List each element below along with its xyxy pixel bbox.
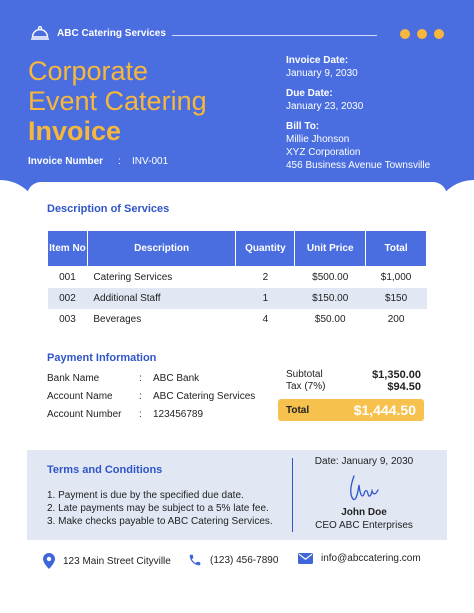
item-quantity: 2 xyxy=(262,271,269,283)
invoice-date-value: January 9, 2030 xyxy=(286,68,358,79)
payment-title: Payment Information xyxy=(47,352,157,364)
decorative-dots xyxy=(400,29,444,39)
invoice-number-label: Invoice Number xyxy=(28,156,104,167)
terms-item: 2. Late payments may be subject to a 5% late fee. xyxy=(47,503,269,514)
total-box xyxy=(278,399,424,421)
terms-item: 1. Payment is due by the specified due date. xyxy=(47,490,244,501)
table-row xyxy=(48,288,427,309)
terms-divider xyxy=(292,458,293,532)
location-pin-icon xyxy=(43,553,55,569)
footer-phone-text: (123) 456-7890 xyxy=(210,554,279,566)
signatory-name: John Doe xyxy=(341,507,387,518)
signature-date: Date: January 9, 2030 xyxy=(314,456,414,467)
header-divider xyxy=(172,35,377,36)
item-description: Catering Services xyxy=(93,271,173,283)
invoice-card xyxy=(27,182,447,582)
account-name-row xyxy=(47,391,255,402)
dot xyxy=(417,29,427,39)
dot xyxy=(434,29,444,39)
item-total: 200 xyxy=(387,313,405,325)
services-title: Description of Services xyxy=(47,203,170,215)
account-number-label: Account Number xyxy=(47,409,122,420)
item-total: $150 xyxy=(366,288,427,309)
phone-icon xyxy=(188,553,202,567)
invoice-number-value: INV-001 xyxy=(132,156,169,167)
bank-name-row xyxy=(47,373,199,384)
item-total: $1,000 xyxy=(380,271,412,283)
footer-email-text: info@abccatering.com xyxy=(321,553,421,564)
terms-title: Terms and Conditions xyxy=(47,464,163,476)
item-no: 002 xyxy=(48,288,88,309)
col-header-description: Description xyxy=(87,231,236,267)
col-header-item-no: Item No xyxy=(48,231,88,267)
item-unit-price: $50.00 xyxy=(314,313,346,325)
subtotal-value: $1,350.00 xyxy=(372,369,421,381)
signatory-role: CEO ABC Enterprises xyxy=(315,520,413,531)
colon: : xyxy=(139,391,142,402)
account-name-value: ABC Catering Services xyxy=(153,391,256,402)
signature-image xyxy=(345,472,385,504)
dot xyxy=(400,29,410,39)
mail-icon xyxy=(298,553,313,564)
colon: : xyxy=(118,156,121,167)
bill-to-name: Millie Jhonson xyxy=(286,134,350,145)
total-label: Total xyxy=(286,404,310,416)
table-header-row xyxy=(48,231,427,267)
col-header-total: Total xyxy=(366,231,427,267)
account-number-row xyxy=(47,409,203,420)
tax-row xyxy=(286,381,421,393)
due-date-label: Due Date: xyxy=(286,88,333,99)
col-header-unit-price: Unit Price xyxy=(295,231,366,267)
bill-to-address: 456 Business Avenue Townsville xyxy=(286,160,431,171)
company-name: ABC Catering Services xyxy=(57,28,166,39)
title-line-2: Event Catering xyxy=(28,86,207,116)
item-description: Additional Staff xyxy=(87,288,236,309)
total-value: $1,444.50 xyxy=(353,402,416,418)
footer-address xyxy=(43,553,171,569)
title-line-1: Corporate xyxy=(28,56,149,86)
bank-name-value: ABC Bank xyxy=(153,373,200,384)
tax-value: $94.50 xyxy=(387,381,421,393)
invoice-number xyxy=(28,156,168,167)
item-unit-price: $500.00 xyxy=(312,271,349,283)
invoice-title xyxy=(28,56,207,146)
invoice-date-label: Invoice Date: xyxy=(286,55,349,66)
tax-label: Tax (7%) xyxy=(286,381,326,392)
table-row xyxy=(48,267,427,288)
cloche-icon xyxy=(30,26,50,41)
item-no: 001 xyxy=(59,271,76,283)
bill-to-company: XYZ Corporation xyxy=(286,147,361,158)
item-no: 003 xyxy=(59,313,76,325)
table-row xyxy=(48,309,427,330)
account-name-label: Account Name xyxy=(47,391,113,402)
subtotal-label: Subtotal xyxy=(286,369,323,380)
invoice-meta xyxy=(286,54,430,172)
terms-panel xyxy=(27,450,447,540)
brand xyxy=(30,26,166,41)
terms-list xyxy=(47,489,273,528)
services-table xyxy=(47,230,427,330)
account-number-value: 123456789 xyxy=(153,409,204,420)
title-line-3: Invoice xyxy=(28,116,122,146)
footer-email xyxy=(298,553,421,564)
colon: : xyxy=(139,373,142,384)
item-quantity: 4 xyxy=(262,313,269,325)
footer-phone xyxy=(188,553,278,567)
footer-address-text: 123 Main Street Cityville xyxy=(63,555,171,567)
item-unit-price: $150.00 xyxy=(295,288,366,309)
item-description: Beverages xyxy=(93,313,142,325)
terms-item: 3. Make checks payable to ABC Catering Services. xyxy=(47,516,273,527)
item-quantity: 1 xyxy=(236,288,295,309)
due-date-value: January 23, 2030 xyxy=(286,101,364,112)
subtotal-row xyxy=(286,369,421,381)
bill-to-label: Bill To: xyxy=(286,121,320,132)
bank-name-label: Bank Name xyxy=(47,373,100,384)
col-header-quantity: Quantity xyxy=(236,231,295,267)
colon: : xyxy=(139,409,142,420)
